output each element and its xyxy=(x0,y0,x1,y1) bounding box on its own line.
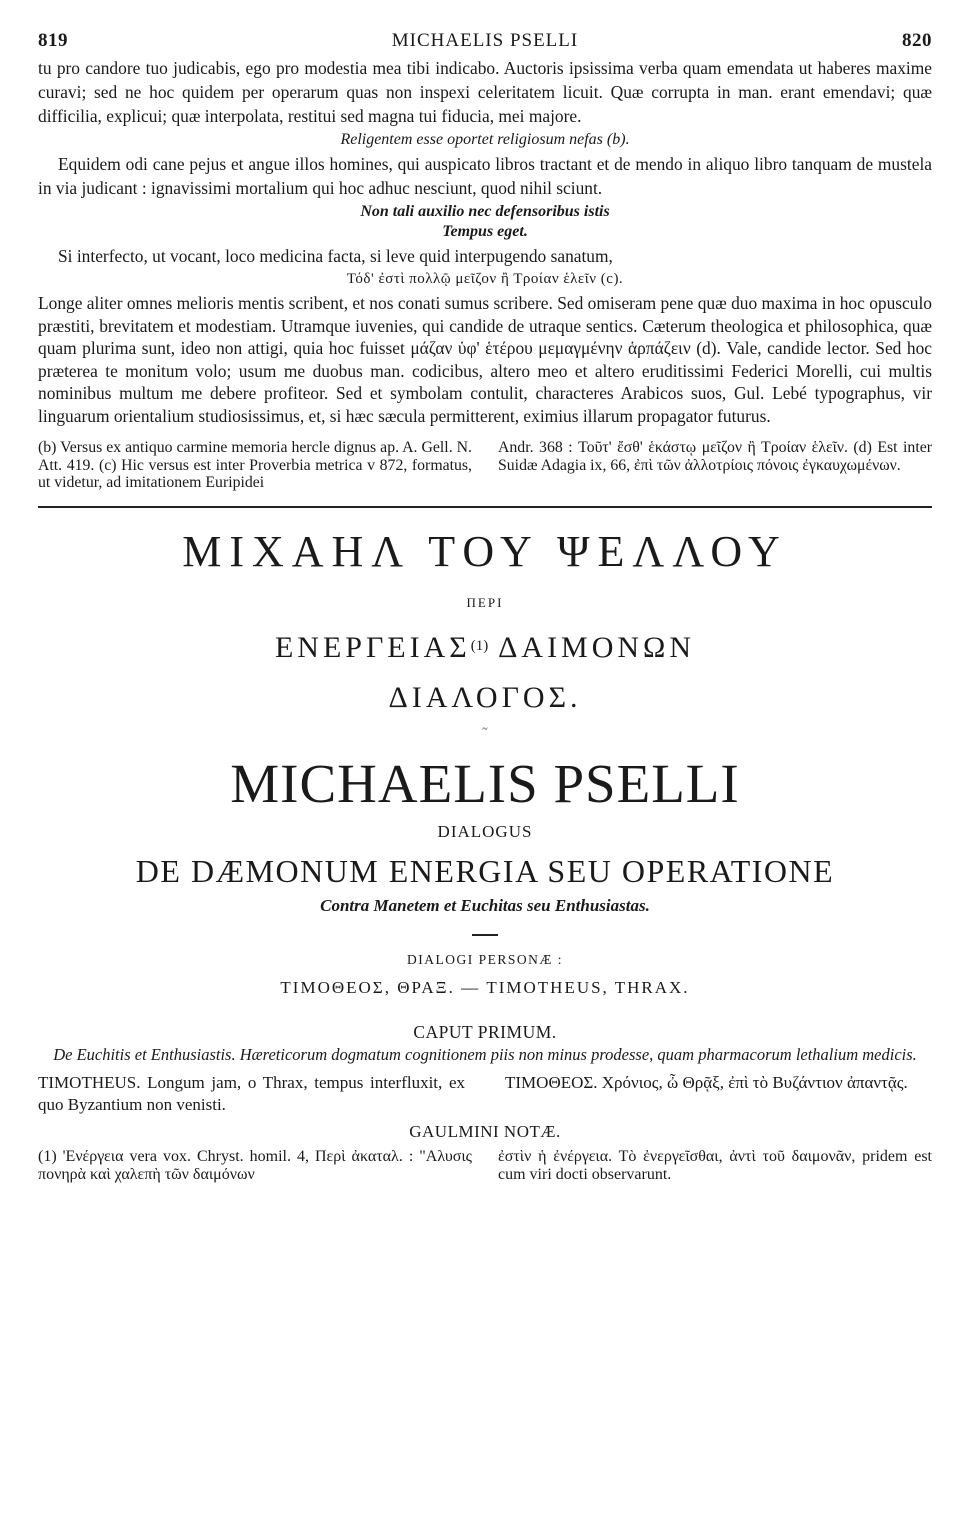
greek-dialogos: ΔΙΑΛΟΓΟΣ. xyxy=(388,680,582,714)
greek-work-title-word-1: ΕΝΕΡΓΕΙΑΣ xyxy=(274,630,471,664)
running-header xyxy=(38,30,932,56)
gaulmini-heading: GAULMINI NOTÆ. xyxy=(409,1121,561,1141)
page xyxy=(38,30,932,1184)
running-title: MICHAELIS PSELLI xyxy=(391,30,579,51)
dialogue-greek: ΤΙΜΟΘΕΟΣ. Χρόνιος, ὦ Θρᾷξ, ἐπὶ τὸ Βυζάντιον ἀπαντᾷς. xyxy=(505,1072,908,1092)
personae-list: ΤΙΜΟΘΕΟΣ, ΘΡΑΞ. — TIMOTHEUS, THRAX. xyxy=(280,977,690,997)
subtitle-contra: Contra Manetem et Euchitas seu Enthusiastas. xyxy=(320,895,650,915)
greek-work-title-word-2: ΔΑΙΜΟΝΩΝ xyxy=(498,630,696,664)
verse-quote-2-line-2: Tempus eget. xyxy=(442,223,528,240)
verse-quote-1: Religentem esse oportet religiosum nefas (b). xyxy=(340,131,630,148)
footnote-marker: (1) xyxy=(470,637,489,654)
page-number-left: 819 xyxy=(38,30,68,51)
preface-paragraph-4: Longe aliter omnes melioris mentis scribent, et nos conati sumus scribere. Sed omiseram pene quæ duo maxima in hoc opusculo præstiti, brevitatem et modestiam. Utramque iuvenies, qui candide de utraque sentics. Cæterum theologica et philosophica, quæ quam plurima sunt, ideo non attigi, quia hoc fuisset μάζαν ὑφ' ἑτέρου μεμαγμένην ἁρπάζειν (d). Vale, candide lector. Sed hoc præterea te monitum volo; usum me duobus man. codicibus, altero meo et altero eruditissimi Federici Morelli, cui multis nominibus multum me debere profiteor. Sed et symbolam contulit, characteres Arabicos suos, Gul. Lebé typographus, vir linguarum orientalium studiosissimus, et, si hæc sæcula permitterent, eximius illarum propagator futurus. xyxy=(38,293,932,426)
section-divider xyxy=(38,506,932,508)
preface-paragraph-2: Equidem odi cane pejus et angue illos homines, qui auspicato libros tractant et de mendo in aliquo libro tanquam de mustela in via judicant : ignavissimi mortalium qui hoc adhuc nesciunt, quod nihil sciunt. xyxy=(38,154,932,198)
gaulmini-notes xyxy=(38,1148,932,1184)
verse-quote-2-line-1: Non tali auxilio nec defensoribus istis xyxy=(360,203,610,220)
latin-work-title: DE DÆMONUM ENERGIA SEU OPERATIONE xyxy=(135,852,835,889)
chapter-summary: De Euchitis et Enthusiastis. Hæreticorum dogmatum cognitionem piis non minus prodesse, quam pharmacorum lethalium medicis. xyxy=(53,1044,917,1064)
chapter-heading: CAPUT PRIMUM. xyxy=(413,1021,557,1042)
gaulmini-note-left: (1) 'Ενέργεια vera vox. Chryst. homil. 4, Περὶ ἀκαταλ. : "Αλυσις πονηρὰ καὶ χαλεπὴ τῶν δαιμόνων xyxy=(38,1147,472,1183)
dialogus-label: DIALOGUS xyxy=(437,821,533,841)
greek-author-title: ΜΙΧΑΗΛ ΤΟΥ ΨΕΛΛΟΥ xyxy=(182,526,788,576)
verse-quote-2 xyxy=(38,202,932,242)
preface-paragraph-1: tu pro candore tuo judicabis, ego pro modestia mea tibi indicabo. Auctoris ipsissima verba quam emendata ut haberes maxime curavi; sed ne hoc quidem per operarum quas non inspexi celeritatem licuit. Quæ corrupta in man. erant emendavi; quæ difficilia, explicui; quæ interpolata, restitui sed magna tui fiducia, mei majore. xyxy=(38,58,932,126)
footnotes-top-right: Andr. 368 : Τοῦτ' ἔσθ' ἑκάστῳ μεῖζον ἢ Τροίαν ἑλεῖν. (d) Est inter Suidæ Adagia ix, 66, ἐπὶ τῶν ἀλλοτρίοις πόνοις ἐγκαυχωμένων. xyxy=(498,439,932,474)
personae-heading: DIALOGI PERSONÆ : xyxy=(406,951,563,967)
dialogue-columns xyxy=(38,1072,932,1116)
footnotes-top-left: (b) Versus ex antiquo carmine memoria hercle dignus ap. A. Gell. N. Att. 419. (c) Hic versus est inter Proverbia metrica v 872, formatus, ut videtur, ad imitationem Euripidei xyxy=(38,439,472,491)
preface-paragraph-3: Si interfecto, ut vocant, loco medicina facta, si leve quid interpugendo sanatum, xyxy=(58,246,613,266)
dialogue-latin: TIMOTHEUS. Longum jam, o Thrax, tempus interfluxit, ex quo Byzantium non venisti. xyxy=(38,1072,465,1114)
page-number-right: 820 xyxy=(901,30,932,51)
latin-author-title: MICHAELIS PSELLI xyxy=(230,752,740,814)
gaulmini-note-right: ἐστὶν ἡ ἐνέργεια. Τὸ ἐνεργεῖσθαι, ἀντὶ τοῦ δαιμονᾶν, pridem est cum viri docti observarunt. xyxy=(498,1147,932,1183)
greek-quote-line: Τόδ' ἐστὶ πολλῷ μεῖζον ἢ Τροίαν ἑλεῖν (c). xyxy=(346,271,624,287)
footnotes-top xyxy=(38,439,932,492)
short-divider xyxy=(472,934,498,936)
ornament: ~ xyxy=(482,723,488,735)
greek-work-title xyxy=(38,626,932,670)
greek-peri: ΠΕΡΙ xyxy=(466,594,504,610)
